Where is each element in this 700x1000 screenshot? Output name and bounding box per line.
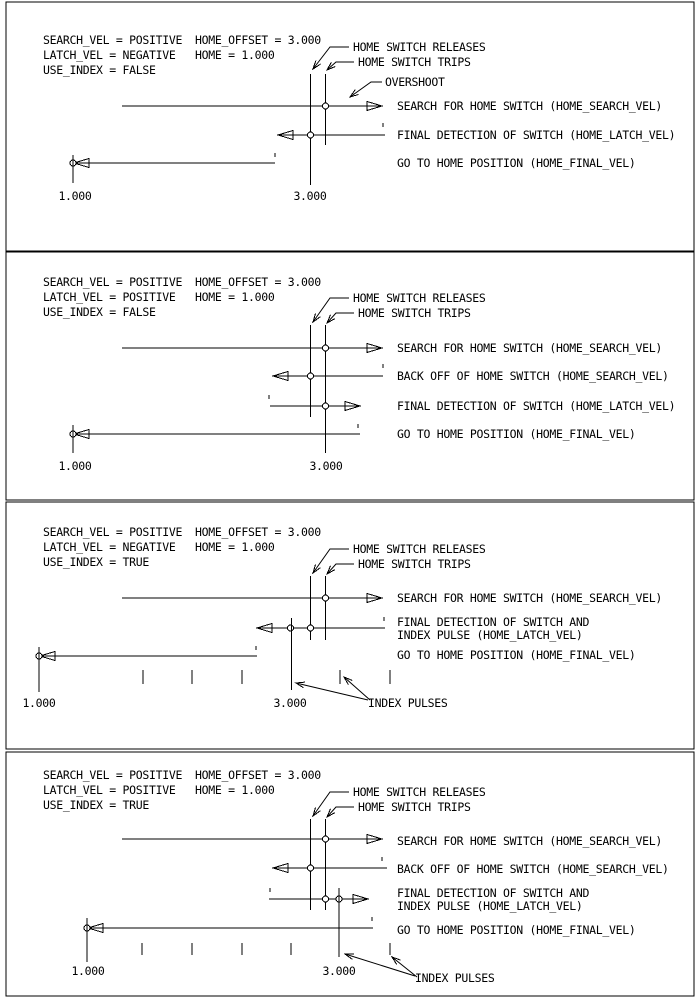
panel-3-final-move-label-0: GO TO HOME POSITION (HOME_FINAL_VEL) — [397, 648, 636, 662]
panel-3-param-0: SEARCH_VEL = POSITIVE — [43, 525, 183, 539]
panel-4-latch-move-stop-0 — [323, 896, 329, 902]
panel-2-back-off-move-stop-0 — [308, 373, 314, 379]
panel-3-search-move-stop-0 — [323, 595, 329, 601]
panel-4-home-switch-releases-label: HOME SWITCH RELEASES — [353, 785, 486, 799]
panel-4-latch-move-label-1: INDEX PULSE (HOME_LATCH_VEL) — [397, 899, 583, 913]
panel-2-param-0: SEARCH_VEL = POSITIVE — [43, 275, 183, 289]
panel-3-latch-move-label-0: FINAL DETECTION OF SWITCH AND — [397, 615, 590, 629]
panel-4-param-4: USE_INDEX = TRUE — [43, 798, 149, 812]
panel-4-search-move-label-0: SEARCH FOR HOME SWITCH (HOME_SEARCH_VEL) — [397, 834, 662, 848]
panel-3-index-pulses-leader-0 — [296, 683, 368, 700]
panel-2-latch-move-label-0: FINAL DETECTION OF SWITCH (HOME_LATCH_VEL) — [397, 399, 676, 413]
panel-3-home-switch-trips-label: HOME SWITCH TRIPS — [358, 557, 471, 571]
panel-3-axis-label-0: 1.000 — [22, 696, 56, 710]
panel-4-back-off-move-label-0: BACK OFF OF HOME SWITCH (HOME_SEARCH_VEL) — [397, 862, 669, 876]
panel-3-param-1: HOME_OFFSET = 3.000 — [195, 525, 321, 539]
panel-4-back-off-move-stop-0 — [308, 865, 314, 871]
panel-3-param-2: LATCH_VEL = NEGATIVE — [43, 540, 176, 554]
panel-1-param-4: USE_INDEX = FALSE — [43, 63, 156, 77]
panel-3-param-3: HOME = 1.000 — [195, 540, 275, 554]
panel-3-latch-move-stop-0 — [288, 625, 294, 631]
panel-4-index-pulses-leader-1 — [392, 957, 417, 977]
panel-4-axis-label-0: 1.000 — [71, 964, 105, 978]
panel-3-home-switch-trips-leader — [327, 564, 354, 574]
panel-1-latch-move-stop-0 — [308, 132, 314, 138]
panel-4-home-switch-trips-label: HOME SWITCH TRIPS — [358, 800, 471, 814]
panel-1-axis-label-0: 1.000 — [58, 189, 92, 203]
panel-2-axis-label-0: 1.000 — [58, 459, 92, 473]
panel-1-overshoot-label: OVERSHOOT — [385, 75, 445, 89]
panel-4-param-0: SEARCH_VEL = POSITIVE — [43, 768, 183, 782]
panel-4-index-pulses-label: INDEX PULSES — [415, 971, 495, 985]
panel-1-param-3: HOME = 1.000 — [195, 48, 275, 62]
panel-1-home-switch-trips-label: HOME SWITCH TRIPS — [358, 55, 471, 69]
panel-2-axis-label-1: 3.000 — [309, 459, 343, 473]
panel-3-latch-move-label-1: INDEX PULSE (HOME_LATCH_VEL) — [397, 628, 583, 642]
panel-2-param-2: LATCH_VEL = POSITIVE — [43, 290, 176, 304]
panel-2-search-move-label-0: SEARCH FOR HOME SWITCH (HOME_SEARCH_VEL) — [397, 341, 662, 355]
panel-3-index-pulses-leader-1 — [344, 677, 370, 700]
panel-1-final-move-label-0: GO TO HOME POSITION (HOME_FINAL_VEL) — [397, 156, 636, 170]
panel-1-search-move-stop-0 — [323, 103, 329, 109]
panel-1-home-switch-releases-label: HOME SWITCH RELEASES — [353, 40, 486, 54]
panel-1-param-0: SEARCH_VEL = POSITIVE — [43, 33, 183, 47]
panel-2-param-3: HOME = 1.000 — [195, 290, 275, 304]
panel-2-final-move-label-0: GO TO HOME POSITION (HOME_FINAL_VEL) — [397, 427, 636, 441]
panel-2-back-off-move-label-0: BACK OFF OF HOME SWITCH (HOME_SEARCH_VEL) — [397, 369, 669, 383]
panel-2-latch-move-stop-0 — [323, 403, 329, 409]
panel-4-home-switch-trips-leader — [327, 807, 354, 817]
panel-1-param-1: HOME_OFFSET = 3.000 — [195, 33, 321, 47]
panel-4-param-2: LATCH_VEL = POSITIVE — [43, 783, 176, 797]
panel-3-index-pulses-label: INDEX PULSES — [368, 696, 448, 710]
panel-3-home-switch-releases-label: HOME SWITCH RELEASES — [353, 542, 486, 556]
panel-2-search-move-stop-0 — [323, 345, 329, 351]
panel-2-home-switch-trips-leader — [327, 313, 354, 323]
panel-3-axis-label-1: 3.000 — [273, 696, 307, 710]
panel-1-latch-move-label-0: FINAL DETECTION OF SWITCH (HOME_LATCH_VEL) — [397, 128, 676, 142]
panel-2-param-4: USE_INDEX = FALSE — [43, 305, 156, 319]
panel-3-latch-move-stop-1 — [308, 625, 314, 631]
panel-1-axis-label-1: 3.000 — [293, 189, 327, 203]
panel-4-param-3: HOME = 1.000 — [195, 783, 275, 797]
panel-2-param-1: HOME_OFFSET = 3.000 — [195, 275, 321, 289]
panel-1-param-2: LATCH_VEL = NEGATIVE — [43, 48, 176, 62]
panel-4-axis-label-1: 3.000 — [322, 964, 356, 978]
panel-4-search-move-stop-0 — [323, 836, 329, 842]
panel-3-param-4: USE_INDEX = TRUE — [43, 555, 149, 569]
panel-1-search-move-label-0: SEARCH FOR HOME SWITCH (HOME_SEARCH_VEL) — [397, 99, 662, 113]
panel-4-param-1: HOME_OFFSET = 3.000 — [195, 768, 321, 782]
panel-4-final-move-label-0: GO TO HOME POSITION (HOME_FINAL_VEL) — [397, 923, 636, 937]
panel-3-search-move-label-0: SEARCH FOR HOME SWITCH (HOME_SEARCH_VEL) — [397, 591, 662, 605]
panel-2-home-switch-releases-label: HOME SWITCH RELEASES — [353, 291, 486, 305]
panel-2-home-switch-trips-label: HOME SWITCH TRIPS — [358, 306, 471, 320]
panel-4-latch-move-label-0: FINAL DETECTION OF SWITCH AND — [397, 886, 590, 900]
